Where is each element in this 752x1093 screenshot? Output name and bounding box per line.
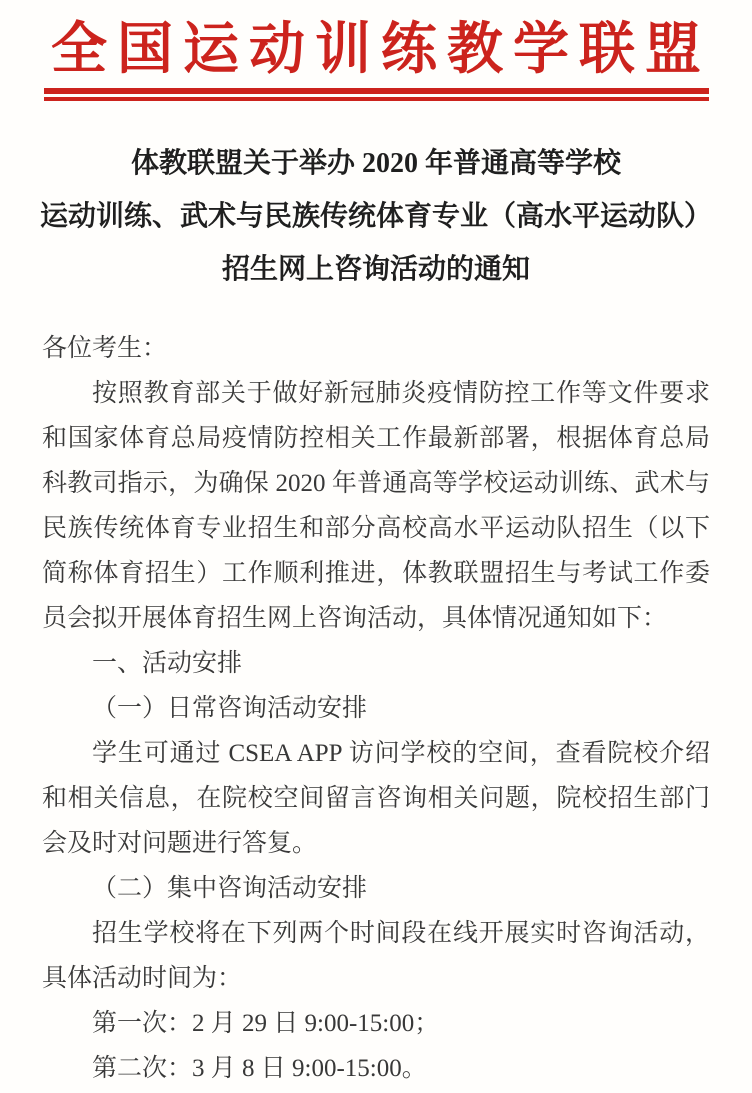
body-paragraph: 按照教育部关于做好新冠肺炎疫情防控工作等文件要求和国家体育总局疫情防控相关工作最新部署，根据体育总局科教司指示，为确保 2020 年普通高等学校运动训练、武术与民族传统体育专业招生和部分高校高水平运动队招生（以下简称体育招生）工作顺利推进，体教联盟招生与考试工作委员会拟开展体育招生网上咨询活动，具体情况通知如下： [42,379,710,632]
salutation: 各位考生： [42,334,168,362]
notice-title-line-3: 招生网上咨询活动的通知 [221,253,530,285]
rule-thin-bar [44,97,709,101]
schedule-line: 第一次：2 月 29 日 9:00-15:00； [92,1009,440,1037]
notice-title-line-2: 运动训练、武术与民族传统体育专业（高水平运动队） [39,200,712,232]
notice-title-line-1: 体教联盟关于举办 2020 年普通高等学校 [130,147,621,179]
schedule-line: 第二次：3 月 8 日 9:00-15:00。 [92,1054,427,1082]
masthead [0,0,752,101]
masthead-rule [44,88,709,101]
body-paragraph: 学生可通过 CSEA APP 访问学校的空间，查看院校介绍和相关信息，在院校空间留言咨询相关问题，院校招生部门会及时对问题进行答复。 [42,739,710,857]
document-body [0,326,752,1091]
organization-name: 全国运动训练教学联盟 [51,19,711,81]
notice-title [0,137,752,296]
subsection-heading: （一）日常咨询活动安排 [92,694,368,722]
body-paragraph: 招生学校将在下列两个时间段在线开展实时咨询活动，具体活动时间为： [42,919,710,992]
section-heading: 一、活动安排 [92,649,243,677]
subsection-heading: （二）集中咨询活动安排 [92,874,368,902]
